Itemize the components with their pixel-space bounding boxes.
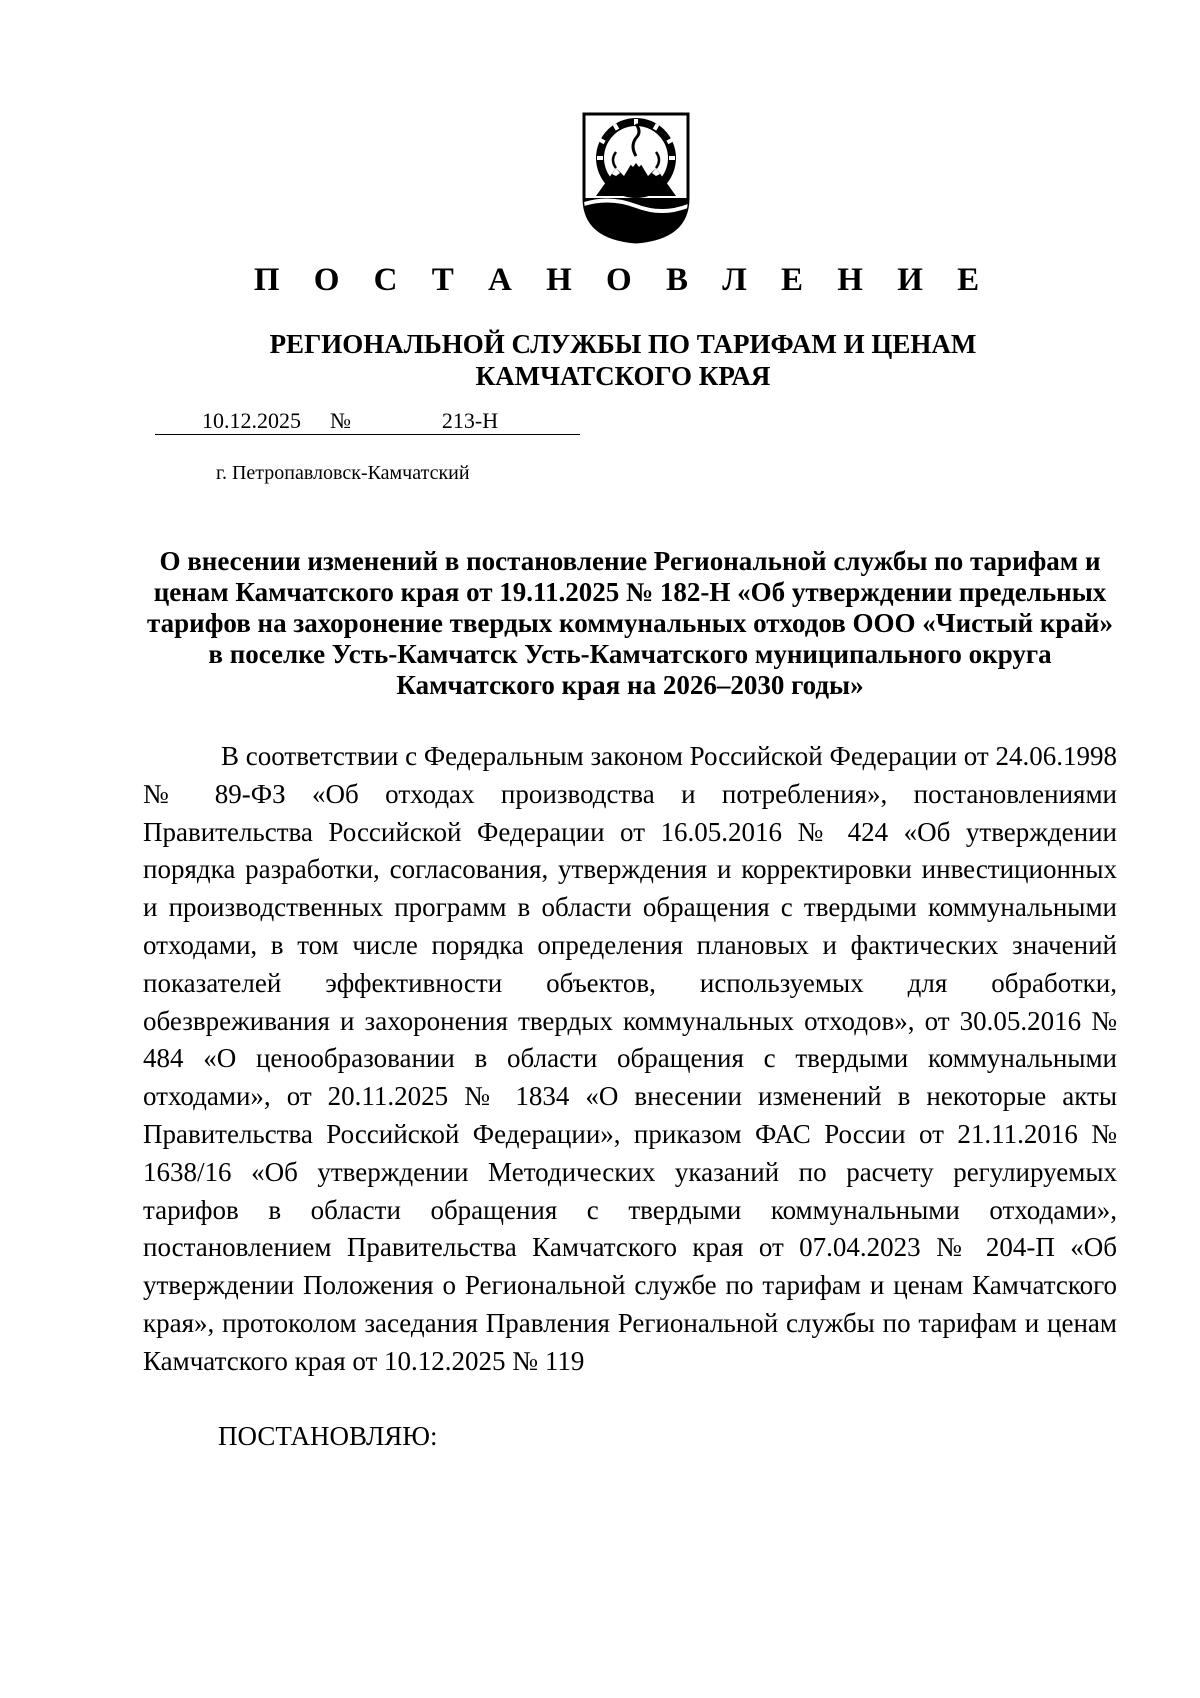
kamchatka-coat-of-arms-icon <box>580 110 692 244</box>
preamble-paragraph: В соответствии с Федеральным законом Российской Федерации от 24.06.1998 № 89-ФЗ «Об отходах производства и потребления», постановлениями Правительства Российской Федерации от 16.05.2016 № 424 «Об утверждении порядка разработки, согласования, утверждения и корректировки инвестиционных и производственных программ в области обращения с твердыми коммунальными отходами, в том числе порядка определения плановых и фактических значений показателей эффективности объектов, используемых для обработки, обезвреживания и захоронения твердых коммунальных отходов», от 30.05.2016 № 484 «О ценообразовании в области обращения с твердыми коммунальными отходами», от 20.11.2025 № 1834 «О внесении изменений в некоторые акты Правительства Российской Федерации», приказом ФАС России от 21.11.2016 № 1638/16 «Об утверждении Методических указаний по расчету регулируемых тарифов в области обращения с твердыми коммунальными отходами», постановлением Правительства Камчатского края от 07.04.2023 № 204-П «Об утверждении Положения о Региональной службе по тарифам и ценам Камчатского края», протоколом заседания Правления Региональной службы по тарифам и ценам Камчатского края от 10.12.2025 № 119 <box>143 741 1117 1376</box>
issuer-name <box>0 328 1200 392</box>
document-type-title: П О С Т А Н О В Л Е Н И Е <box>253 262 993 298</box>
resolve-heading: ПОСТАНОВЛЯЮ: <box>218 1421 438 1451</box>
number-sign: № <box>330 408 360 435</box>
document-subject: О внесении изменений в постановление Региональной службы по тарифам и ценам Камчатского края от 19.11.2025 № 182-Н «Об утверждении предельных тарифов на захоронение твердых коммунальных отходов ООО «Чистый край» в поселке Усть-Камчатск Усть-Камчатского муниципального округа Камчатского края на 2026–2030 годы» <box>147 546 1113 700</box>
document-date: 10.12.2025 <box>155 408 330 435</box>
issuer-line-1: РЕГИОНАЛЬНОЙ СЛУЖБЫ ПО ТАРИФАМ И ЦЕНАМ <box>269 329 977 359</box>
document-number: 213-Н <box>360 408 580 435</box>
city-name: г. Петропавловск-Камчатский <box>216 462 470 484</box>
issuer-line-2: КАМЧАТСКОГО КРАЯ <box>475 361 771 391</box>
